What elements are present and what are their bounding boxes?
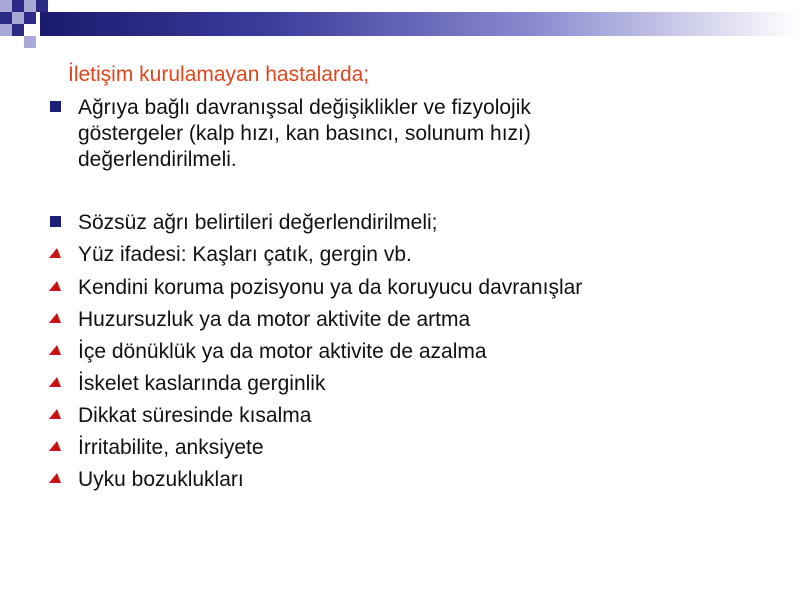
list-item-line: değerlendirilmeli.	[78, 148, 237, 171]
list-item-line: göstergeler (kalp hızı, kan basıncı, solunum hızı)	[78, 122, 531, 145]
slide-heading: İletişim kurulamayan hastalarda;	[68, 63, 370, 86]
red-bullet-icon	[49, 377, 63, 387]
red-bullet-icon	[49, 409, 63, 419]
red-bullet-icon	[49, 281, 63, 291]
red-bullet-icon	[49, 248, 63, 258]
list-item-text: İrritabilite, anksiyete	[78, 436, 264, 459]
list-item-text	[78, 95, 758, 173]
list-item-text: Yüz ifadesi: Kaşları çatık, gergin vb.	[78, 243, 412, 266]
list-item-text: Kendini koruma pozisyonu ya da koruyucu davranışlar	[78, 276, 583, 299]
red-bullet-icon	[49, 313, 63, 323]
red-bullet-icon	[49, 473, 63, 483]
list-item-text: Dikkat süresinde kısalma	[78, 404, 312, 427]
list-item-text: Uyku bozuklukları	[78, 468, 244, 491]
red-bullet-icon	[49, 441, 63, 451]
red-bullet-icon	[49, 345, 63, 355]
list-item-text: Sözsüz ağrı belirtileri değerlendirilmeli;	[78, 211, 438, 234]
list-item-line: Ağrıya bağlı davranışsal değişiklikler ve fizyolojik	[78, 96, 531, 119]
list-item-text: İçe dönüklük ya da motor aktivite de azalma	[78, 340, 487, 363]
navy-square-icon	[50, 216, 61, 227]
navy-square-icon	[50, 101, 61, 112]
list-item-text: Huzursuzluk ya da motor aktivite de artma	[78, 308, 471, 331]
list-item-text: İskelet kaslarında gerginlik	[78, 372, 326, 395]
